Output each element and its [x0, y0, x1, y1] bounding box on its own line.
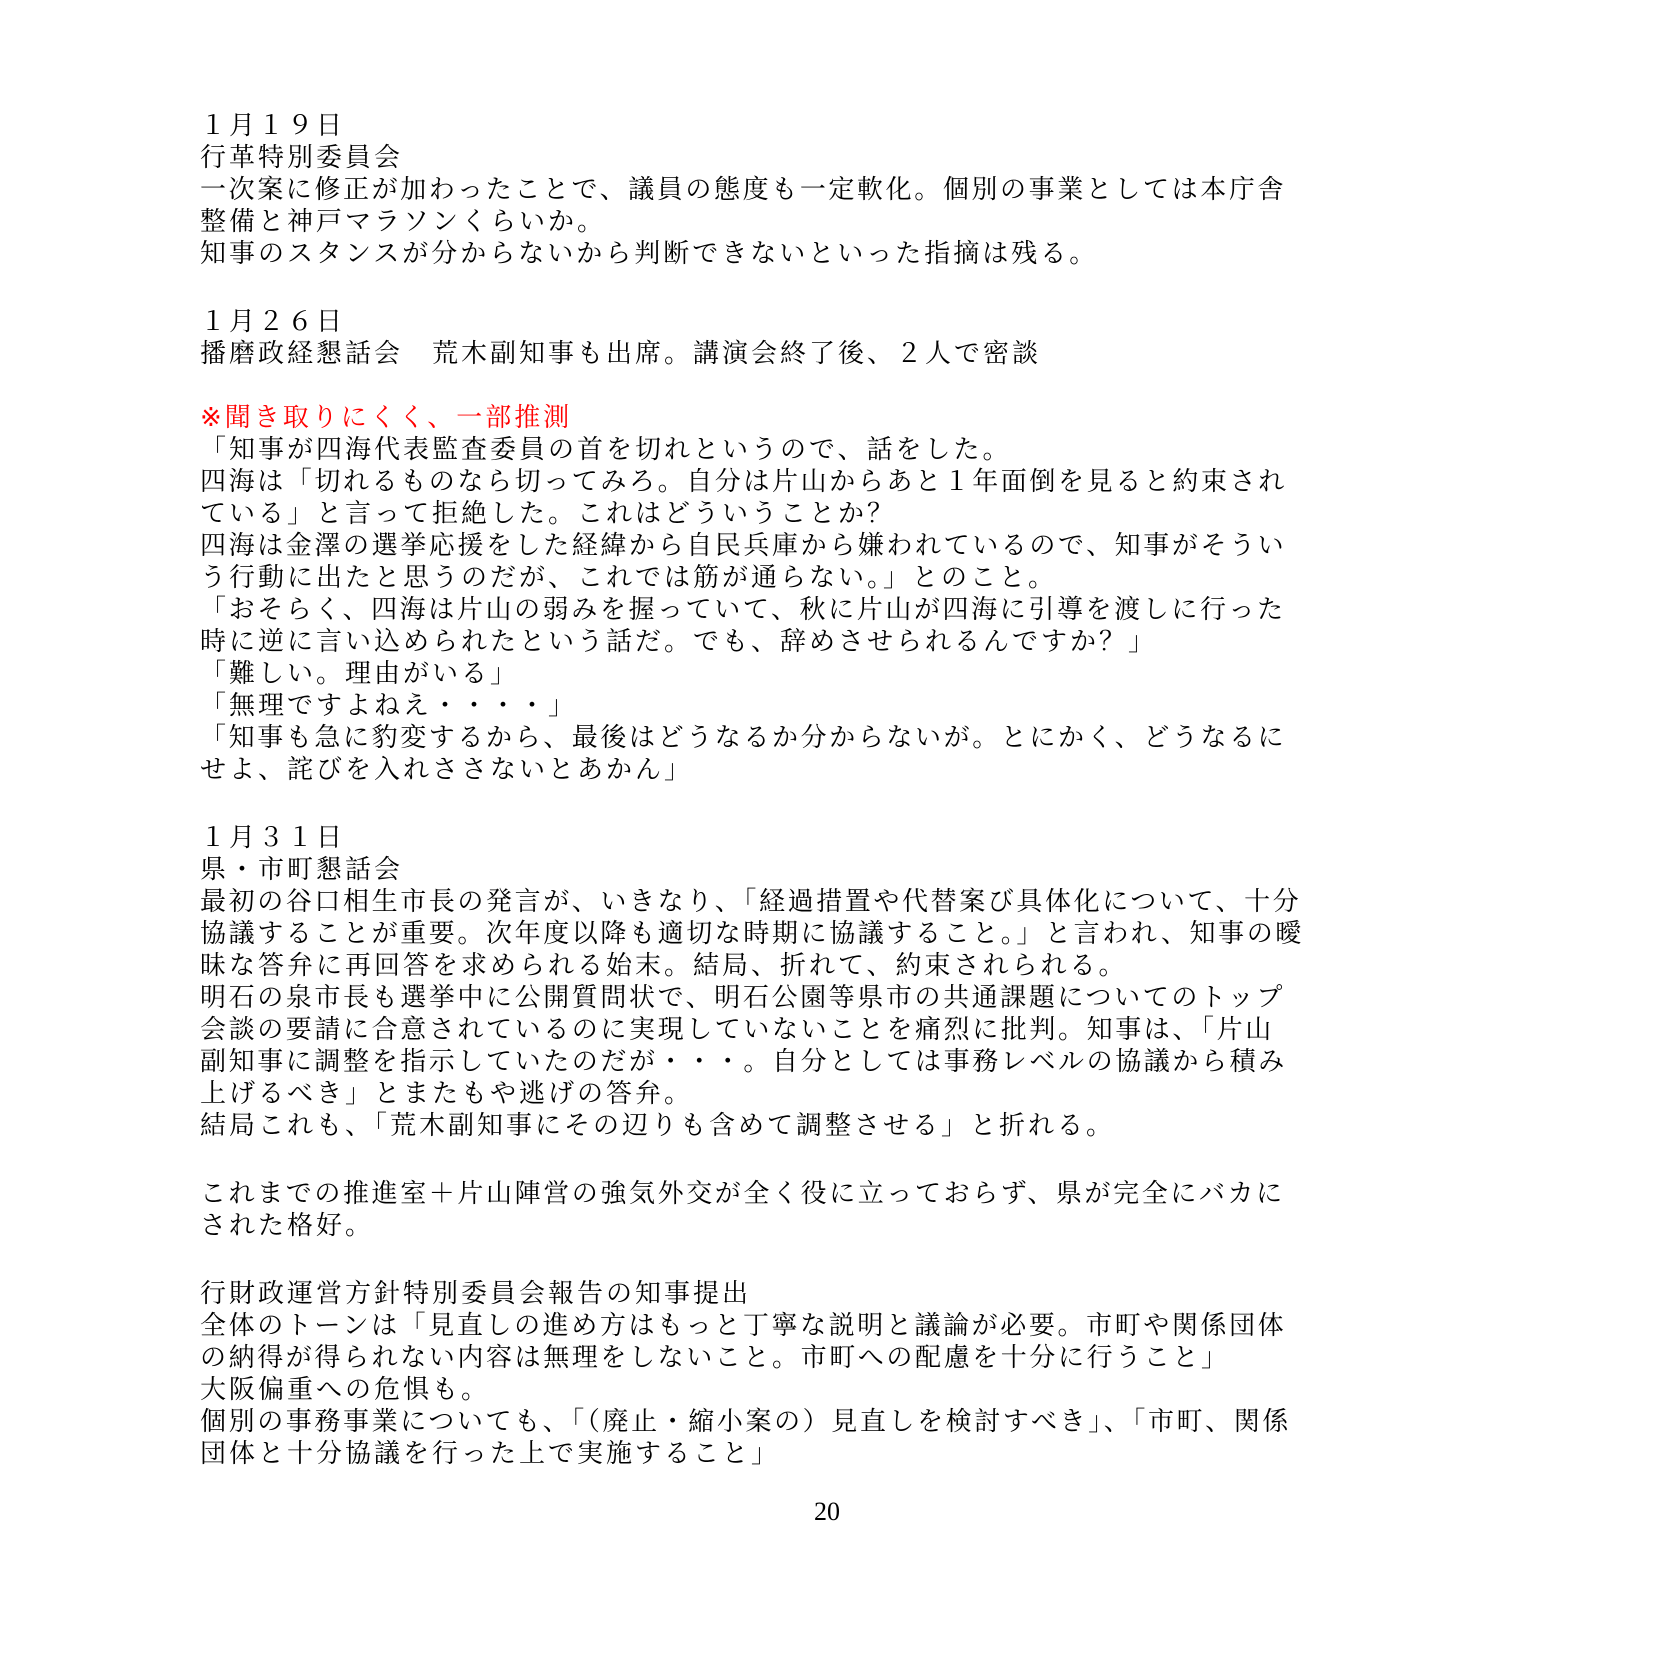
paragraph-line: う行動に出たと思うのだが、これでは筋が通らない。」とのこと。 — [200, 563, 1058, 593]
paragraph-line: これまでの推進室＋片山陣営の強気外交が全く役に立っておらず、県が完全にバカに — [200, 1179, 1285, 1209]
paragraph-line: 上げるべき」とまたもや逃げの答弁。 — [200, 1079, 694, 1109]
paragraph-line: 明石の泉市長も選挙中に公開質問状で、明石公園等県市の共通課題についてのトップ — [200, 983, 1285, 1013]
transcription-note: ※聞き取りにくく、一部推測 — [200, 403, 573, 433]
paragraph-line: された格好。 — [200, 1211, 375, 1241]
paragraph-line: 整備と神戸マラソンくらいか。 — [200, 207, 607, 237]
paragraph-line: 一次案に修正が加わったことで、議員の態度も一定軟化。個別の事業としては本庁舎 — [200, 175, 1287, 205]
paragraph-line: 団体と十分協議を行った上で実施すること」 — [200, 1439, 781, 1469]
paragraph-line: 「難しい。理由がいる」 — [200, 659, 520, 689]
paragraph-line: 四海は「切れるものなら切ってみろ。自分は片山からあと１年面倒を見ると約束され — [200, 467, 1287, 497]
paragraph-line: ている」と言って拒絶した。これはどういうことか？ — [200, 499, 897, 529]
section-heading-harima-meeting: 播磨政経懇話会 荒木副知事も出席。講演会終了後、２人で密談 — [200, 339, 1042, 369]
paragraph-line: 「おそらく、四海は片山の弱みを握っていて、秋に片山が四海に引導を渡しに行った — [200, 595, 1286, 625]
paragraph-line: 「知事も急に豹変するから、最後はどうなるか分からないが。とにかく、どうなるに — [200, 723, 1287, 753]
paragraph-line: 「無理ですよねえ・・・・」 — [200, 691, 578, 721]
paragraph-line: 個別の事務事業についても、「（廃止・縮小案の）見直しを検討すべき」、「市町、関係 — [200, 1407, 1291, 1437]
paragraph-line: 大阪偏重への危惧も。 — [200, 1375, 491, 1405]
section-heading-gyokaku-committee: 行革特別委員会 — [200, 143, 404, 173]
paragraph-line: 知事のスタンスが分からないから判断できないといった指摘は残る。 — [200, 239, 1099, 269]
paragraph-line: 全体のトーンは「見直しの進め方はもっと丁寧な説明と議論が必要。市町や関係団体 — [200, 1311, 1287, 1341]
section-heading-administrative-finance-report: 行財政運営方針特別委員会報告の知事提出 — [200, 1279, 752, 1309]
paragraph-line: 時に逆に言い込められたという話だ。でも、辞めさせられるんですか？」 — [200, 627, 1158, 657]
paragraph-line: の納得が得られない内容は無理をしないこと。市町への配慮を十分に行うこと」 — [200, 1343, 1230, 1373]
paragraph-line: 四海は金澤の選挙応援をした経緯から自民兵庫から嫌われているので、知事がそうい — [200, 531, 1287, 561]
paragraph-line: 昧な答弁に再回答を求められる始末。結局、折れて、約束されられる。 — [200, 951, 1128, 981]
paragraph-line: 副知事に調整を指示していたのだが・・・。自分としては事務レベルの協議から積み — [200, 1047, 1287, 1077]
paragraph-line: 最初の谷口相生市長の発言が、いきなり、「経過措置や代替案び具体化について、十分 — [200, 887, 1302, 917]
page-number: 20 — [814, 1497, 840, 1526]
paragraph-line: 協議することが重要。次年度以降も適切な時期に協議すること。」と言われ、知事の曖 — [200, 919, 1304, 949]
section-heading-prefecture-municipal-meeting: 県・市町懇話会 — [200, 855, 404, 885]
paragraph-line: せよ、詫びを入れささないとあかん」 — [200, 755, 694, 785]
paragraph-line: 会談の要請に合意されているのに実現していないことを痛烈に批判。知事は、「片山 — [200, 1015, 1274, 1045]
date-heading-jan-19: １月１９日 — [200, 111, 346, 141]
date-heading-jan-26: １月２６日 — [200, 307, 346, 337]
paragraph-line: 「知事が四海代表監査委員の首を切れというので、話をした。 — [200, 435, 1012, 465]
date-heading-jan-31: １月３１日 — [200, 823, 346, 853]
paragraph-line: 結局これも、「荒木副知事にその辺りも含めて調整させる」と折れる。 — [200, 1111, 1116, 1141]
